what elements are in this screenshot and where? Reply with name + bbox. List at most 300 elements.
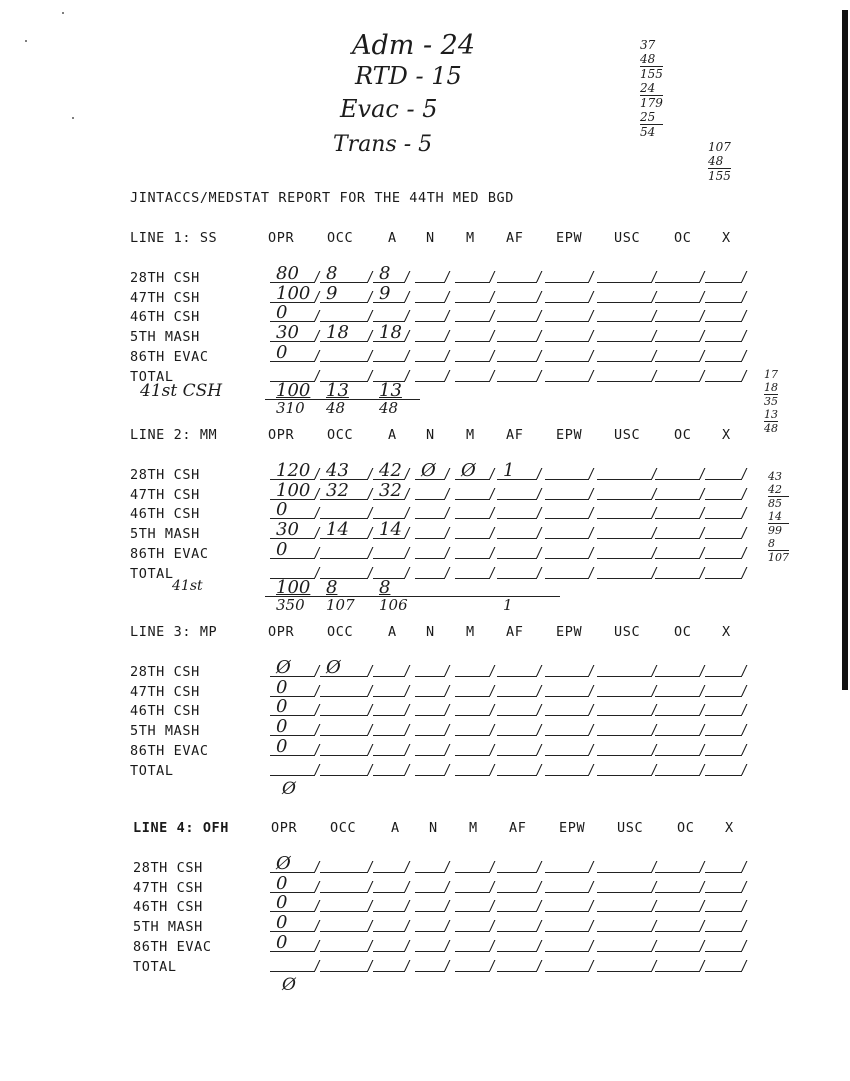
- separator-slash: /: [368, 367, 373, 385]
- separator-slash: /: [315, 898, 320, 916]
- separator-slash: /: [368, 485, 373, 503]
- separator-slash: /: [700, 328, 705, 346]
- separator-slash: /: [315, 761, 320, 779]
- column-header-x: X: [725, 820, 734, 836]
- entry-blank: [415, 931, 445, 932]
- separator-slash: /: [445, 564, 450, 582]
- margin-calc-right: [708, 140, 731, 183]
- entry-blank: [455, 971, 490, 972]
- separator-slash: /: [537, 937, 542, 955]
- separator-slash: /: [700, 722, 705, 740]
- calc-value: 155: [708, 169, 731, 183]
- entry-blank: [655, 775, 700, 776]
- handwritten-entry: 9: [326, 282, 338, 304]
- entry-blank: [415, 951, 445, 952]
- separator-slash: /: [315, 505, 320, 523]
- calc-value: 48: [764, 422, 778, 435]
- separator-slash: /: [537, 722, 542, 740]
- separator-slash: /: [537, 367, 542, 385]
- unit-label: 5TH MASH: [130, 329, 200, 346]
- entry-blank: [545, 931, 589, 932]
- entry-blank: [497, 381, 537, 382]
- separator-slash: /: [700, 367, 705, 385]
- separator-slash: /: [315, 741, 320, 759]
- calc-value: 18: [764, 381, 778, 394]
- extra-entry: 100: [276, 576, 311, 598]
- entry-blank: [320, 872, 368, 873]
- entry-blank: [455, 282, 490, 283]
- column-header-m: M: [469, 820, 478, 836]
- column-header-occ: OCC: [330, 820, 357, 836]
- separator-slash: /: [589, 525, 594, 543]
- entry-blank: [415, 381, 445, 382]
- separator-slash: /: [405, 957, 410, 975]
- entry-blank: [455, 341, 490, 342]
- column-header-occ: OCC: [327, 230, 354, 246]
- separator-slash: /: [315, 328, 320, 346]
- handwritten-entry: 30: [276, 322, 299, 344]
- separator-slash: /: [445, 485, 450, 503]
- separator-slash: /: [700, 347, 705, 365]
- separator-slash: /: [652, 367, 657, 385]
- entry-blank: [415, 361, 445, 362]
- unit-label: TOTAL: [130, 565, 174, 582]
- extra-entry: 13: [326, 379, 349, 401]
- margin-calc-top: [640, 38, 663, 139]
- entry-blank: [373, 911, 405, 912]
- entry-blank: [415, 558, 445, 559]
- entry-blank: [545, 735, 589, 736]
- separator-slash: /: [405, 288, 410, 306]
- entry-blank: [373, 872, 405, 873]
- column-header-af: AF: [509, 820, 527, 836]
- separator-slash: /: [315, 347, 320, 365]
- separator-slash: /: [700, 269, 705, 286]
- entry-blank: [373, 676, 405, 677]
- entry-blank: [545, 971, 589, 972]
- entry-blank: [655, 518, 700, 519]
- separator-slash: /: [445, 878, 450, 896]
- unit-label: 47TH CSH: [130, 289, 200, 306]
- entry-blank: [373, 775, 405, 776]
- separator-slash: /: [652, 937, 657, 955]
- separator-slash: /: [445, 525, 450, 543]
- entry-blank: [705, 775, 742, 776]
- entry-blank: [655, 321, 700, 322]
- column-header-af: AF: [506, 624, 524, 640]
- separator-slash: /: [405, 269, 410, 286]
- entry-blank: [705, 872, 742, 873]
- separator-slash: /: [589, 367, 594, 385]
- separator-slash: /: [652, 702, 657, 720]
- separator-slash: /: [742, 682, 747, 700]
- entry-blank: [270, 971, 315, 972]
- entry-blank: [455, 872, 490, 873]
- calc-value: 25: [640, 110, 656, 124]
- entry-blank: [415, 911, 445, 912]
- entry-blank: [705, 715, 742, 716]
- entry-blank: [705, 321, 742, 322]
- entry-blank: [705, 951, 742, 952]
- entry-blank: [497, 755, 537, 756]
- entry-blank: [415, 892, 445, 893]
- handwritten-entry: Ø: [276, 853, 291, 874]
- separator-slash: /: [652, 682, 657, 700]
- separator-slash: /: [315, 702, 320, 720]
- sum-rule: [265, 596, 560, 597]
- separator-slash: /: [652, 918, 657, 936]
- entry-blank: [545, 361, 589, 362]
- entry-blank: [655, 735, 700, 736]
- unit-label: 28TH CSH: [133, 860, 203, 876]
- entry-blank: [497, 872, 537, 873]
- unit-label: 46TH CSH: [130, 506, 200, 523]
- separator-slash: /: [537, 741, 542, 759]
- handwritten-entry: 8: [326, 263, 338, 284]
- entry-blank: [655, 302, 700, 303]
- entry-blank: [545, 696, 589, 697]
- entry-blank: [497, 735, 537, 736]
- entry-blank: [415, 538, 445, 539]
- separator-slash: /: [700, 308, 705, 326]
- separator-slash: /: [490, 525, 495, 543]
- entry-blank: [455, 951, 490, 952]
- separator-slash: /: [537, 702, 542, 720]
- column-header-af: AF: [506, 427, 524, 443]
- column-header-oc: OC: [674, 230, 692, 246]
- separator-slash: /: [742, 761, 747, 779]
- calc-value: 42: [768, 483, 782, 496]
- extra-entry: 13: [379, 379, 402, 401]
- separator-slash: /: [490, 898, 495, 916]
- separator-slash: /: [445, 367, 450, 385]
- separator-slash: /: [589, 898, 594, 916]
- separator-slash: /: [405, 859, 410, 876]
- separator-slash: /: [589, 918, 594, 936]
- entry-blank: [545, 715, 589, 716]
- separator-slash: /: [315, 918, 320, 936]
- entry-blank: [655, 911, 700, 912]
- entry-blank: [455, 302, 490, 303]
- separator-slash: /: [652, 898, 657, 916]
- entry-blank: [497, 341, 537, 342]
- separator-slash: /: [315, 957, 320, 975]
- section-label: LINE 4: OFH: [133, 820, 230, 836]
- entry-blank: [497, 696, 537, 697]
- entry-blank: [597, 282, 652, 283]
- separator-slash: /: [652, 544, 657, 562]
- note-adm: Adm - 24: [352, 30, 476, 61]
- column-header-n: N: [426, 230, 435, 246]
- separator-slash: /: [652, 957, 657, 975]
- separator-slash: /: [700, 957, 705, 975]
- entry-blank: [597, 872, 652, 873]
- separator-slash: /: [742, 367, 747, 385]
- calc-value: 17: [764, 368, 778, 381]
- entry-blank: [705, 499, 742, 500]
- entry-blank: [655, 892, 700, 893]
- separator-slash: /: [405, 761, 410, 779]
- entry-blank: [373, 971, 405, 972]
- separator-slash: /: [589, 269, 594, 286]
- separator-slash: /: [742, 898, 747, 916]
- entry-blank: [597, 538, 652, 539]
- entry-blank: [415, 282, 445, 283]
- separator-slash: /: [368, 722, 373, 740]
- separator-slash: /: [700, 898, 705, 916]
- column-header-m: M: [466, 230, 475, 246]
- entry-blank: [455, 518, 490, 519]
- separator-slash: /: [652, 288, 657, 306]
- separator-slash: /: [368, 957, 373, 975]
- entry-blank: [497, 321, 537, 322]
- entry-blank: [455, 321, 490, 322]
- column-header-epw: EPW: [556, 624, 583, 640]
- unit-label: TOTAL: [130, 368, 174, 385]
- entry-blank: [415, 578, 445, 579]
- calc-value: 14: [768, 510, 782, 523]
- separator-slash: /: [589, 505, 594, 523]
- entry-blank: [655, 578, 700, 579]
- separator-slash: /: [700, 505, 705, 523]
- separator-slash: /: [445, 859, 450, 876]
- separator-slash: /: [742, 525, 747, 543]
- separator-slash: /: [490, 722, 495, 740]
- entry-blank: [373, 696, 405, 697]
- separator-slash: /: [368, 308, 373, 326]
- entry-blank: [320, 735, 368, 736]
- entry-blank: [320, 931, 368, 932]
- entry-blank: [373, 892, 405, 893]
- separator-slash: /: [445, 937, 450, 955]
- handwritten-entry: 0: [276, 302, 288, 324]
- separator-slash: /: [742, 505, 747, 523]
- calc-value: 43: [768, 470, 782, 483]
- column-header-opr: OPR: [268, 230, 295, 246]
- column-header-oc: OC: [674, 624, 692, 640]
- entry-blank: [597, 341, 652, 342]
- sum-entry: 48: [379, 398, 399, 417]
- entry-blank: [705, 381, 742, 382]
- separator-slash: /: [537, 663, 542, 680]
- entry-blank: [597, 735, 652, 736]
- handwritten-entry: Ø: [461, 460, 476, 481]
- column-header-m: M: [466, 624, 475, 640]
- handwritten-entry: 8: [379, 263, 391, 284]
- note-trans: Trans - 5: [333, 132, 433, 157]
- separator-slash: /: [589, 859, 594, 876]
- separator-slash: /: [589, 722, 594, 740]
- scan-edge: [842, 10, 848, 690]
- separator-slash: /: [368, 682, 373, 700]
- entry-blank: [320, 911, 368, 912]
- entry-blank: [415, 735, 445, 736]
- separator-slash: /: [652, 269, 657, 286]
- entry-blank: [455, 755, 490, 756]
- entry-blank: [497, 282, 537, 283]
- sum-entry: 48: [326, 398, 346, 417]
- separator-slash: /: [368, 347, 373, 365]
- handwritten-entry: 0: [276, 538, 288, 560]
- separator-slash: /: [368, 328, 373, 346]
- unit-label: 46TH CSH: [133, 899, 203, 916]
- entry-blank: [497, 558, 537, 559]
- separator-slash: /: [700, 525, 705, 543]
- entry-blank: [705, 755, 742, 756]
- separator-slash: /: [537, 308, 542, 326]
- separator-slash: /: [537, 918, 542, 936]
- entry-blank: [597, 892, 652, 893]
- column-header-a: A: [391, 820, 400, 836]
- entry-blank: [705, 479, 742, 480]
- sum-entry: 107: [326, 595, 355, 614]
- column-header-oc: OC: [677, 820, 695, 836]
- separator-slash: /: [589, 328, 594, 346]
- extra-unit-label: 41st: [172, 577, 203, 594]
- entry-blank: [655, 381, 700, 382]
- separator-slash: /: [589, 682, 594, 700]
- column-header-n: N: [429, 820, 438, 836]
- entry-blank: [373, 735, 405, 736]
- entry-blank: [320, 892, 368, 893]
- scan-speck: [62, 12, 64, 14]
- separator-slash: /: [652, 663, 657, 680]
- handwritten-entry: Ø: [421, 460, 436, 481]
- separator-slash: /: [490, 918, 495, 936]
- unit-label: 5TH MASH: [130, 723, 200, 740]
- separator-slash: /: [315, 367, 320, 385]
- entry-blank: [705, 971, 742, 972]
- entry-blank: [455, 715, 490, 716]
- separator-slash: /: [652, 525, 657, 543]
- entry-blank: [455, 381, 490, 382]
- entry-blank: [597, 381, 652, 382]
- handwritten-entry: 14: [379, 519, 402, 541]
- separator-slash: /: [700, 761, 705, 779]
- entry-blank: [373, 361, 405, 362]
- separator-slash: /: [537, 682, 542, 700]
- note-rtd: RTD - 15: [355, 62, 462, 90]
- handwritten-entry: 42: [379, 460, 402, 481]
- separator-slash: /: [405, 741, 410, 759]
- entry-blank: [415, 715, 445, 716]
- separator-slash: /: [405, 308, 410, 326]
- handwritten-entry: 100: [276, 282, 311, 304]
- column-header-af: AF: [506, 230, 524, 246]
- entry-blank: [497, 676, 537, 677]
- separator-slash: /: [700, 918, 705, 936]
- separator-slash: /: [405, 898, 410, 916]
- separator-slash: /: [589, 663, 594, 680]
- column-header-epw: EPW: [556, 230, 583, 246]
- separator-slash: /: [315, 485, 320, 503]
- separator-slash: /: [537, 505, 542, 523]
- separator-slash: /: [490, 505, 495, 523]
- below-total-mark: Ø: [282, 974, 296, 995]
- separator-slash: /: [537, 485, 542, 503]
- separator-slash: /: [490, 367, 495, 385]
- entry-blank: [497, 518, 537, 519]
- separator-slash: /: [537, 269, 542, 286]
- entry-blank: [455, 911, 490, 912]
- separator-slash: /: [368, 898, 373, 916]
- separator-slash: /: [589, 761, 594, 779]
- entry-blank: [455, 735, 490, 736]
- separator-slash: /: [742, 937, 747, 955]
- column-header-occ: OCC: [327, 427, 354, 443]
- separator-slash: /: [368, 525, 373, 543]
- separator-slash: /: [445, 347, 450, 365]
- separator-slash: /: [537, 761, 542, 779]
- column-header-epw: EPW: [559, 820, 586, 836]
- separator-slash: /: [368, 466, 373, 483]
- entry-blank: [705, 578, 742, 579]
- separator-slash: /: [537, 525, 542, 543]
- entry-blank: [545, 676, 589, 677]
- entry-blank: [545, 892, 589, 893]
- handwritten-entry: 9: [379, 282, 391, 304]
- separator-slash: /: [315, 859, 320, 876]
- column-header-x: X: [722, 230, 731, 246]
- column-header-opr: OPR: [268, 427, 295, 443]
- entry-blank: [705, 282, 742, 283]
- separator-slash: /: [700, 564, 705, 582]
- calc-value: 179: [640, 96, 663, 110]
- entry-blank: [655, 361, 700, 362]
- separator-slash: /: [445, 308, 450, 326]
- handwritten-entry: 18: [326, 322, 349, 344]
- entry-blank: [545, 381, 589, 382]
- separator-slash: /: [537, 859, 542, 876]
- separator-slash: /: [405, 525, 410, 543]
- separator-slash: /: [742, 722, 747, 740]
- unit-label: 5TH MASH: [130, 526, 200, 543]
- unit-label: 28TH CSH: [130, 664, 200, 680]
- calc-value: 13: [764, 408, 778, 421]
- separator-slash: /: [652, 308, 657, 326]
- handwritten-entry: 43: [326, 460, 349, 481]
- entry-blank: [320, 696, 368, 697]
- separator-slash: /: [368, 702, 373, 720]
- entry-blank: [597, 321, 652, 322]
- separator-slash: /: [405, 682, 410, 700]
- handwritten-entry: 0: [276, 872, 288, 894]
- entry-blank: [655, 872, 700, 873]
- separator-slash: /: [405, 937, 410, 955]
- entry-blank: [545, 558, 589, 559]
- entry-blank: [545, 302, 589, 303]
- separator-slash: /: [315, 878, 320, 896]
- unit-label: 86TH EVAC: [130, 742, 209, 759]
- entry-blank: [545, 755, 589, 756]
- separator-slash: /: [405, 544, 410, 562]
- entry-blank: [545, 518, 589, 519]
- separator-slash: /: [490, 741, 495, 759]
- handwritten-entry: 0: [276, 931, 288, 953]
- entry-blank: [655, 755, 700, 756]
- entry-blank: [415, 971, 445, 972]
- entry-blank: [705, 911, 742, 912]
- entry-blank: [415, 321, 445, 322]
- separator-slash: /: [445, 328, 450, 346]
- entry-blank: [655, 715, 700, 716]
- entry-blank: [415, 775, 445, 776]
- margin-calc-line2: [768, 470, 789, 564]
- sum-entry: 106: [379, 595, 408, 614]
- entry-blank: [705, 518, 742, 519]
- scan-speck: [25, 40, 27, 42]
- entry-blank: [545, 911, 589, 912]
